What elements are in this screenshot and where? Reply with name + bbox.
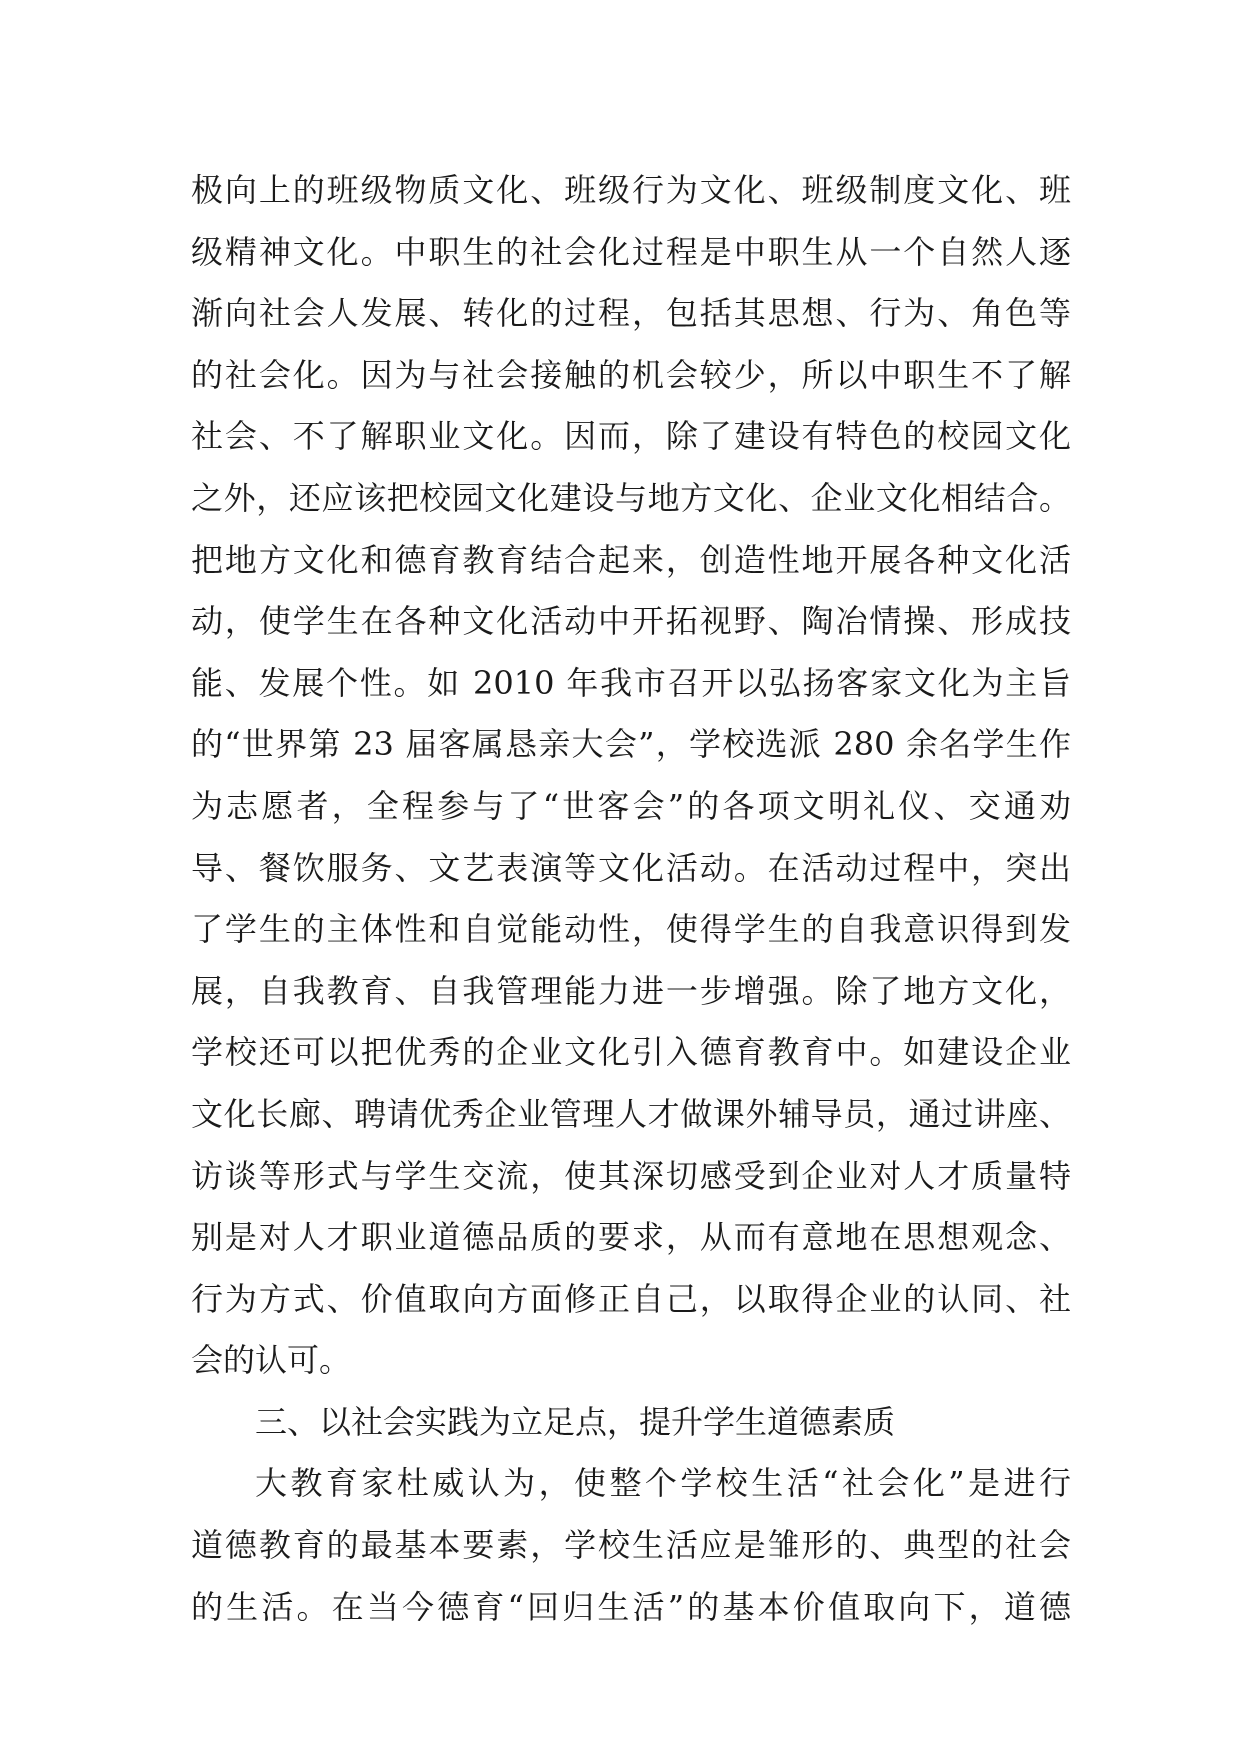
section-heading: 三、以社会实践为立足点，提升学生道德素质 <box>255 1402 896 1441</box>
text-line: 行为方式、价值取向方面修正自己，以取得企业的认同、社 <box>191 1279 1071 1318</box>
text-line: 会的认可。 <box>191 1341 352 1380</box>
text-line: 道德教育的最基本要素，学校生活应是雏形的、典型的社会 <box>191 1526 1071 1565</box>
text-line: 能、发展个性。如 2010 年我市召开以弘扬客家文化为主旨 <box>191 663 1071 702</box>
text-line: 学校还可以把优秀的企业文化引入德育教育中。如建设企业 <box>191 1033 1071 1072</box>
body-text <box>191 160 1071 1638</box>
text-line: 之外，还应该把校园文化建设与地方文化、企业文化相结合。 <box>191 478 1071 517</box>
text-line: 的社会化。因为与社会接触的机会较少，所以中职生不了解 <box>191 355 1071 394</box>
text-line: 把地方文化和德育教育结合起来，创造性地开展各种文化活 <box>191 540 1071 579</box>
text-line: 动，使学生在各种文化活动中开拓视野、陶冶情操、形成技 <box>191 602 1071 641</box>
text-line: 大教育家杜威认为，使整个学校生活“社会化”是进行 <box>255 1464 1071 1503</box>
text-line: 级精神文化。中职生的社会化过程是中职生从一个自然人逐 <box>191 232 1071 271</box>
text-line: 为志愿者，全程参与了“世客会”的各项文明礼仪、交通劝 <box>191 786 1071 825</box>
text-line: 展，自我教育、自我管理能力进一步增强。除了地方文化， <box>191 971 1071 1010</box>
text-line: 访谈等形式与学生交流，使其深切感受到企业对人才质量特 <box>191 1156 1071 1195</box>
text-line: 渐向社会人发展、转化的过程，包括其思想、行为、角色等 <box>191 294 1071 333</box>
text-line: 别是对人才职业道德品质的要求，从而有意地在思想观念、 <box>191 1218 1071 1257</box>
text-line: 导、餐饮服务、文艺表演等文化活动。在活动过程中，突出 <box>191 848 1071 887</box>
text-line: 的生活。在当今德育“回归生活”的基本价值取向下，道德 <box>191 1587 1071 1626</box>
text-line: 了学生的主体性和自觉能动性，使得学生的自我意识得到发 <box>191 910 1071 949</box>
text-line: 文化长廊、聘请优秀企业管理人才做课外辅导员，通过讲座、 <box>191 1094 1071 1133</box>
text-line: 社会、不了解职业文化。因而，除了建设有特色的校园文化 <box>191 417 1071 456</box>
text-line: 极向上的班级物质文化、班级行为文化、班级制度文化、班 <box>191 171 1071 209</box>
text-line: 的“世界第 23 届客属恳亲大会”，学校选派 280 余名学生作 <box>191 725 1071 764</box>
